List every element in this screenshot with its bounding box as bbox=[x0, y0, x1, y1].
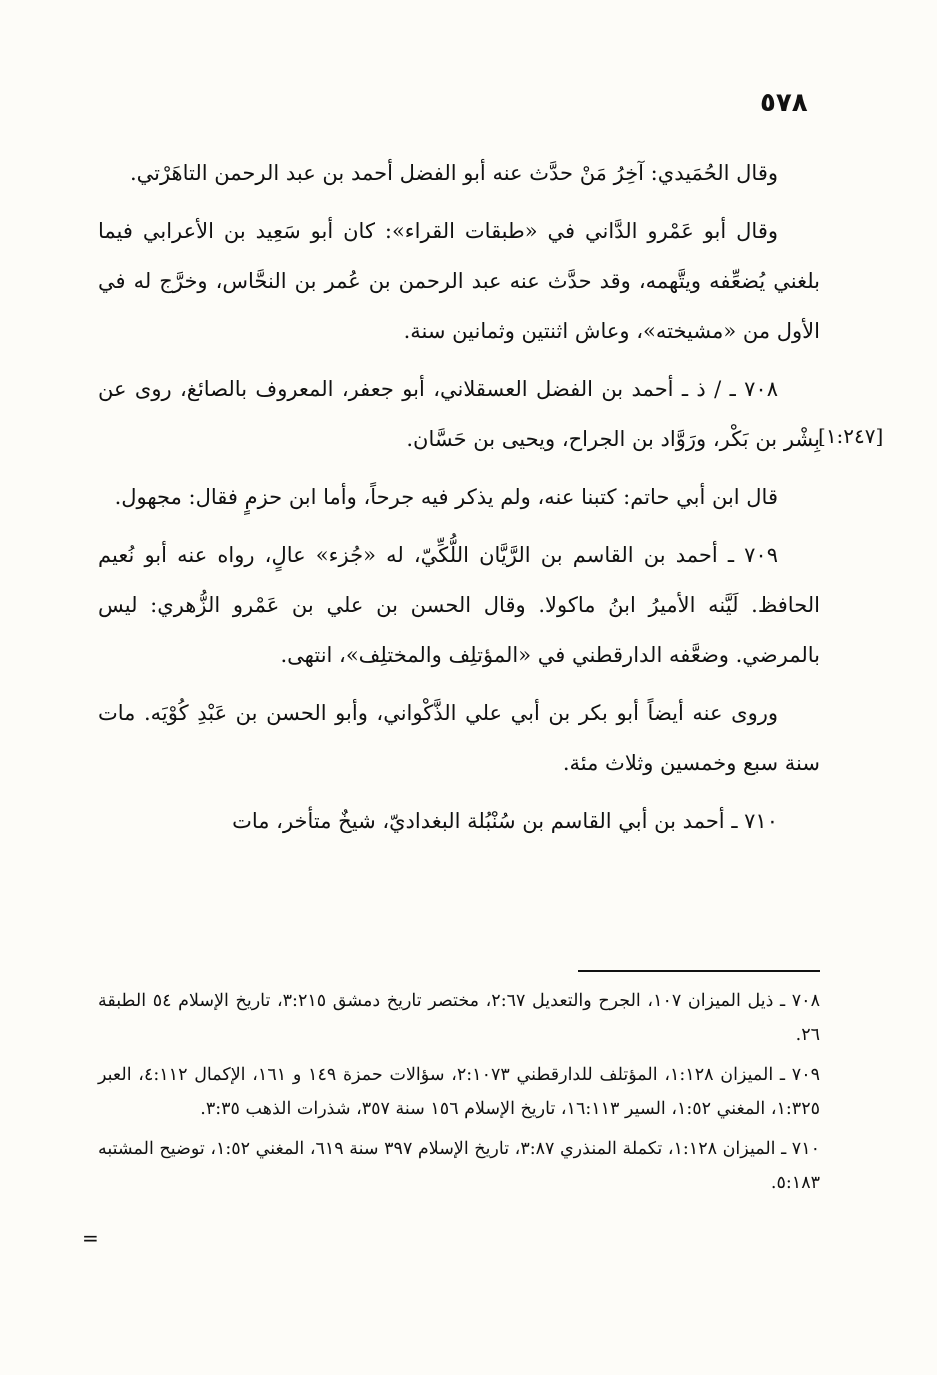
paragraph: وقال أبو عَمْرو الدَّاني في «طبقات القراء»: كان أبو سَعِيد بن الأعرابي فيما بلغني يُضعِّفه ويتَّهمه، وقد حدَّث عنه عبد الرحمن بن عُمر بن النحَّاس، وخرَّج له في الأول من «مشيخته»، وعاش اثنتين وثمانين سنة. bbox=[98, 219, 820, 343]
footnote-708: ٧٠٨ ـ ذيل الميزان ١٠٧، الجرح والتعديل ٢:٦٧، مختصر تاريخ دمشق ٣:٢١٥، تاريخ الإسلام ٥٤ الطبقة ٢٦. bbox=[98, 991, 820, 1045]
entry-709: ٧٠٩ ـ أحمد بن القاسم بن الرَّيَّان اللُّكِّيّ، له «جُزء» عالٍ، رواه عنه أبو نُعيم الحافظ. لَيَّنه الأميرُ ابنُ ماكولا. وقال الحسن بن علي بن عَمْرو الزُّهري: ليس بالمرضي. وضعَّفه الدارقطني في «المؤتلِف والمختلِف»، انتهى. bbox=[98, 543, 820, 667]
margin-reference: [١:٢٤٧] bbox=[818, 424, 884, 448]
main-text bbox=[98, 148, 820, 854]
paragraph: وروى عنه أيضاً أبو بكر بن أبي علي الذَّكْواني، وأبو الحسن بن عَبْدِ كُوْيَه. مات سنة سبع وخمسين وثلاث مئة. bbox=[98, 701, 820, 775]
footnote-divider bbox=[578, 970, 820, 972]
footnote-710: ٧١٠ ـ الميزان ١:١٢٨، تكملة المنذري ٣:٨٧، تاريخ الإسلام ٣٩٧ سنة ٦١٩، المغني ١:٥٢، توضيح المشتبه ٥:١٨٣. bbox=[97, 1139, 820, 1193]
footnote-709: ٧٠٩ ـ الميزان ١:١٢٨، المؤتلف للدارقطني ٢:١٠٧٣، سؤالات حمزة ١٤٩ و ١٦١، الإكمال ٤:١١٢، العبر ١:٣٢٥، المغني ١:٥٢، السير ١٦:١١٣، تاريخ الإسلام ١٥٦ سنة ٣٥٧، شذرات الذهب ٣:٣٥. bbox=[98, 1065, 820, 1119]
paragraph: وقال الحُمَيدي: آخِرُ مَنْ حدَّث عنه أبو الفضل أحمد بن عبد الرحمن التاهَرْتي. bbox=[129, 161, 778, 185]
continuation-mark: = bbox=[82, 1226, 99, 1250]
entry-710: ٧١٠ ـ أحمد بن أبي القاسم بن سُنْبُلة البغداديّ، شيخٌ متأخر، مات bbox=[232, 809, 778, 833]
paragraph: قال ابن أبي حاتم: كتبنا عنه، ولم يذكر فيه جرحاً، وأما ابن حزمٍ فقال: مجهول. bbox=[114, 485, 778, 509]
page-number: ٥٧٨ bbox=[760, 88, 808, 118]
entry-708: ٧٠٨ ـ / ذ ـ أحمد بن الفضل العسقلاني، أبو جعفر، المعروف بالصائغ، روى عن بِشْر بن بَكْر، ورَوَّاد بن الجراح، ويحيى بن حَسَّان. bbox=[98, 377, 820, 451]
footnotes bbox=[98, 984, 820, 1206]
